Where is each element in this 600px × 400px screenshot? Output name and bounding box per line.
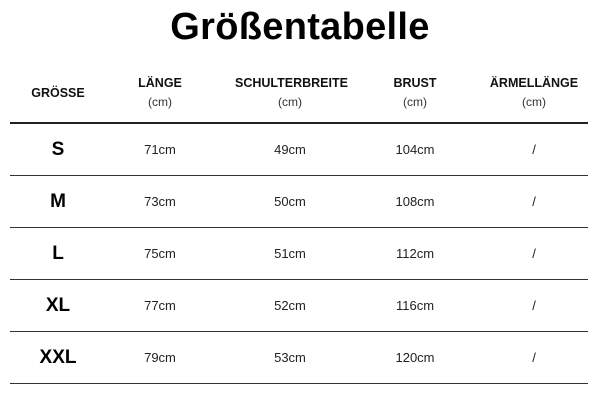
chest-cell: 108cm	[395, 194, 435, 209]
header-sleeve-length	[484, 74, 584, 112]
chest-cell: 112cm	[395, 246, 435, 261]
chest-cell: 104cm	[395, 142, 435, 157]
length-cell: 73cm	[144, 194, 176, 209]
sleeve-cell: /	[532, 350, 536, 365]
shoulder-cell: 49cm	[274, 142, 306, 157]
header-length	[110, 74, 210, 112]
length-cell: 79cm	[144, 350, 176, 365]
sleeve-cell: /	[532, 298, 536, 313]
shoulder-cell: 50cm	[274, 194, 306, 209]
length-cell: 77cm	[144, 298, 176, 313]
shoulder-cell: 51cm	[274, 246, 306, 261]
header-label: LÄNGE	[138, 76, 182, 90]
header-unit: (cm)	[403, 95, 427, 109]
header-label: ÄRMELLÄNGE	[489, 76, 579, 90]
table-row	[10, 124, 588, 176]
size-cell: S	[51, 139, 65, 160]
table-row	[10, 332, 588, 384]
table-row	[10, 280, 588, 332]
table-row	[10, 176, 588, 228]
size-cell: M	[50, 191, 66, 212]
header-shoulder-width	[235, 74, 348, 112]
size-cell: XXL	[39, 347, 77, 368]
header-unit: (cm)	[522, 95, 546, 109]
header-chest	[365, 74, 465, 112]
header-label: GRÖSSE	[31, 86, 85, 100]
chest-cell: 116cm	[395, 298, 435, 313]
shoulder-cell: 53cm	[274, 350, 306, 365]
header-label: BRUST	[393, 76, 437, 90]
header-label: SCHULTERBREITE	[235, 76, 348, 90]
sleeve-cell: /	[532, 142, 536, 157]
table-header-row	[10, 66, 588, 124]
length-cell: 71cm	[144, 142, 176, 157]
sleeve-cell: /	[532, 194, 536, 209]
length-cell: 75cm	[144, 246, 176, 261]
header-size	[10, 84, 106, 103]
shoulder-cell: 52cm	[274, 298, 306, 313]
size-cell: XL	[45, 295, 71, 316]
size-cell: L	[52, 243, 64, 264]
sleeve-cell: /	[532, 246, 536, 261]
table-row	[10, 228, 588, 280]
header-unit: (cm)	[278, 95, 302, 109]
header-unit: (cm)	[148, 95, 172, 109]
chest-cell: 120cm	[395, 350, 435, 365]
size-table	[10, 66, 588, 384]
page-title: Größentabelle	[170, 6, 430, 48]
